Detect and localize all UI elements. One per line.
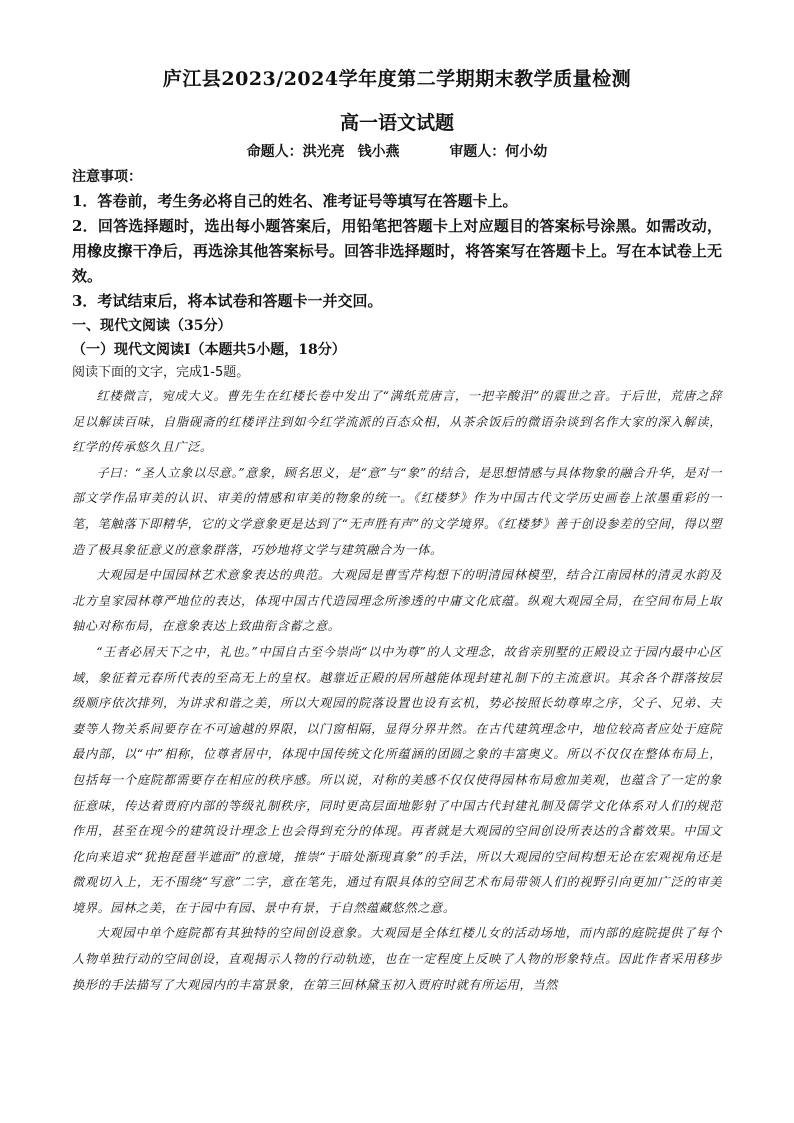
passage-paragraph-1: 红楼微言，宛成大义。曹先生在红楼长卷中发出了“满纸荒唐言，一把辛酸泪”的震世之音。于后世，荒唐之辞足以解读百味，自脂砚斋的红楼评注到如今红学流派的百态众相，从茶余饭后的微语杂谈到名作大家的深入解读，红学的传承悠久且广泛。 [72, 389, 722, 455]
setter-name-2: 钱小燕 [357, 144, 400, 160]
passage-paragraph-5: 大观园中单个庭院都有其独特的空间创设意象。大观园是全体红楼儿女的活动场地，而内部的庭院提供了每个人物单独行动的空间创设，直观揭示人物的行动轨迹，也在一定程度上反映了人物的形象特点。因此作者采用移步换形的手法描写了大观园内的丰富景象，在第三回林黛玉初入贾府时就有所运用，当然 [72, 926, 722, 992]
reviewer-name: 审题人：何小幼 [449, 144, 548, 160]
setter-name: 命题人：洪光亮 [246, 144, 345, 160]
subsection-title: （一）现代文阅读Ⅰ（本题共5小题，18分） [72, 342, 346, 358]
passage-paragraph-4: “王者必居天下之中，礼也。”中国自古至今崇尚“以中为尊”的人文理念，故省亲别墅的正殿设立于园内最中心区域，象征着元春所代表的至高无上的皇权。越靠近正殿的居所越能体现封建礼制下的主流意识。其余各个群落按层级顺序依次排列，为讲求和谐之美，所以大观园的院落设置也设有玄机，势必按照长幼尊卑之序，父子、兄弟、夫妻等人物关系间要存在不可逾越的界限，以门窗相隔，显得分界井然。在古代建筑理念中，地位较高者应处于庭院最内部，以“中”相称，位尊者居中，体现中国传统文化所蕴涵的团圆之象的丰富奥义。所以不仅仅在整体布局上，包括每一个庭院都需要存在相应的秩序感。所以说，对称的美感不仅仅使得园林布局愈加美观，也蕴含了一定的象征意味，传达着贾府内部的等级礼制秩序，同时更高层面地影射了中国古代封建礼制及儒学文化体系对人们的规范作用，甚至在现今的建筑设计理念上也会得到充分的体现。再者就是大观园的空间创设所表达的含蓄效果。中国文化向来追求“犹抱琵琶半遮面”的意境，推崇“于暗处渐现真象”的手法，所以大观园的空间构想无论在宏观视角还是微观切入上，无不围绕“写意”二字，意在笔先，通过有限具体的空间艺术布局带领人们的视野引向更加广泛的审美境界。园林之美，在于园中有园、景中有景，于自然蕴藏悠然之意。 [72, 644, 722, 915]
exam-subtitle: 高一语文试题 [339, 112, 454, 134]
notice-item-2: 2．回答选择题时，选出每小题答案后，用铅笔把答题卡上对应题目的答案标号涂黑。如需改动，用橡皮擦干净后，再选涂其他答案标号。回答非选择题时，将答案写在答题卡上。写在本试卷上无效。 [72, 217, 722, 285]
section-title: 一、现代文阅读（35分） [72, 318, 232, 334]
passage-paragraph-3: 大观园是中国园林艺术意象表达的典范。大观园是曹雪芹构想下的明清园林模型，结合江南园林的清灵水韵及北方皇家园林尊严地位的表达，体现中国古代造园理念所渗透的中庸文化底蕴。纵观大观园全局，在空间布局上取轴心对称布局，在意象表达上致曲衔含蓄之意。 [72, 568, 722, 634]
passage-paragraph-2: 子曰：“圣人立象以尽意。”意象，顾名思义，是“意”与“象”的结合，是思想情感与具体物象的融合升华，是对一部文学作品审美的认识、审美的情感和审美的物象的统一。《红楼梦》作为中国古代文学历史画卷上浓墨重彩的一笔，笔触落下即精华，它的文学意象更是达到了“无声胜有声”的文学境界。《红楼梦》善于创设参差的空间，得以塑造了极具象征意义的意象群落，巧妙地将文学与建筑融合为一体。 [72, 465, 722, 557]
reading-instruction: 阅读下面的文字，完成1-5题。 [72, 365, 250, 380]
notice-item-1: 1．答卷前，考生务必将自己的姓名、准考证号等填写在答题卡上。 [72, 192, 518, 210]
notice-item-3: 3．考试结束后，将本试卷和答题卡一并交回。 [72, 292, 383, 310]
exam-title: 庐江县2023/2024学年度第二学期期末教学质量检测 [162, 68, 632, 90]
notice-heading: 注意事项： [72, 169, 142, 185]
author-line [72, 142, 722, 162]
